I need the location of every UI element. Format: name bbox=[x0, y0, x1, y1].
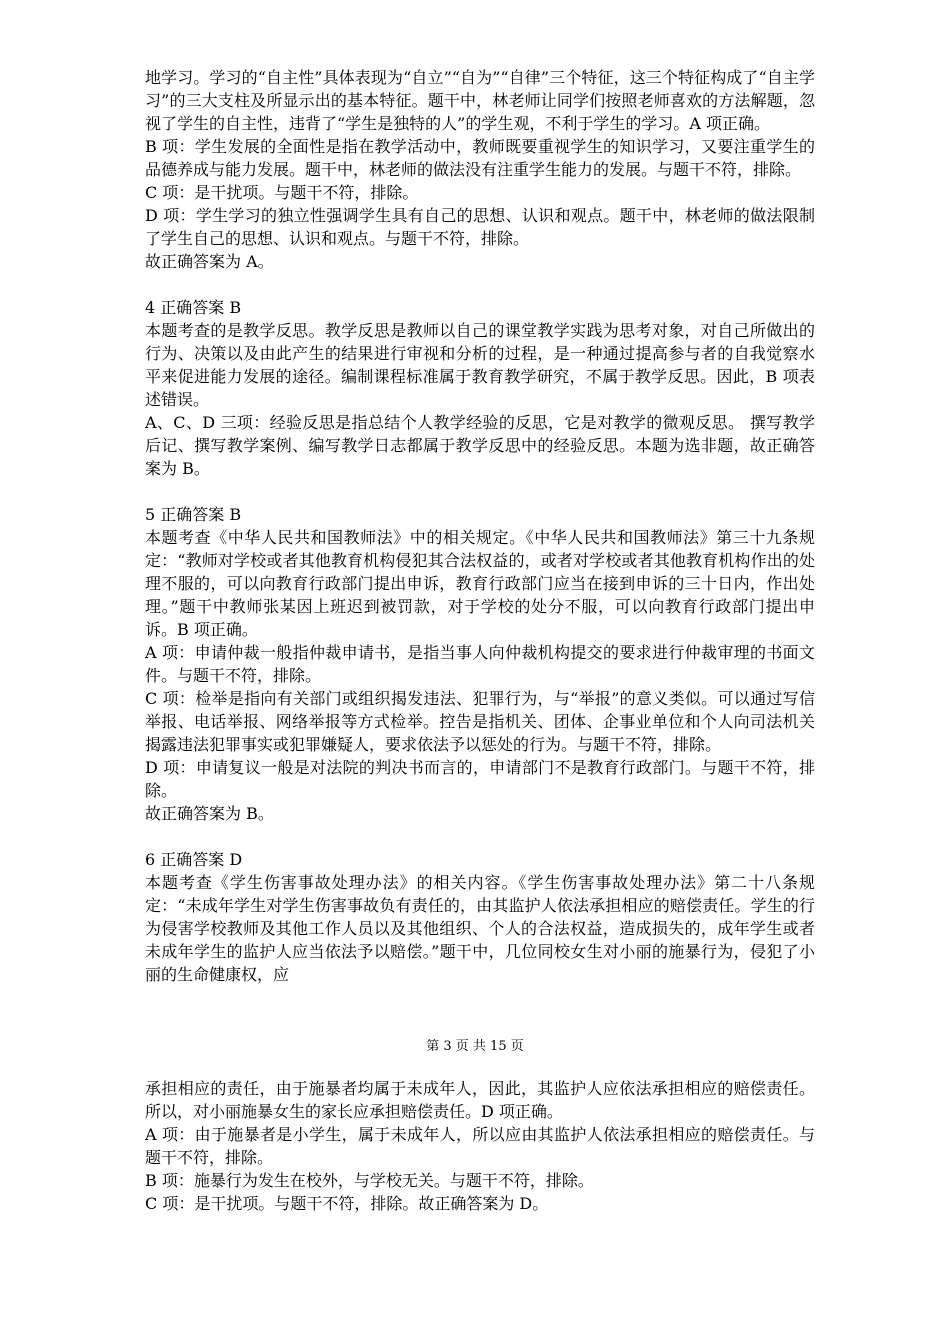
paragraph: C 项：是干扰项。与题干不符，排除。 bbox=[145, 183, 419, 202]
page-3-body bbox=[145, 66, 815, 986]
answer-heading: 5 正确答案 B bbox=[145, 505, 242, 524]
blank-line bbox=[145, 480, 815, 503]
paragraph: A 项：由于施暴者是小学生，属于未成年人，所以应由其监护人依法承担相应的赔偿责任。与题干不符，排除。 bbox=[145, 1125, 815, 1167]
paragraph: 本题考查《中华人民共和国教师法》中的相关规定。《中华人民共和国教师法》第三十九条规定：“教师对学校或者其他教育机构侵犯其合法权益的，或者对学校或者其他教育机构作出的处理不服的，可以向教育行政部门提出申诉，教育行政部门应当在接到申诉的三十日内，作出处理。”题干中教师张某因上班迟到被罚款，对于学校的处分不服，可以向教育行政部门提出申诉。B 项正确。 bbox=[145, 528, 815, 639]
page-4-body bbox=[145, 1077, 815, 1215]
blank-line bbox=[145, 825, 815, 848]
paragraph: B 项：施暴行为发生在校外，与学校无关。与题干不符，排除。 bbox=[145, 1171, 594, 1190]
paragraph: D 项：申请复议一般是对法院的判决书而言的，申请部门不是教育行政部门。与题干不符，排除。 bbox=[145, 758, 815, 800]
answer-heading: 4 正确答案 B bbox=[145, 298, 242, 317]
paragraph: C 项：检举是指向有关部门或组织揭发违法、犯罪行为，与“举报”的意义类似。可以通过写信举报、电话举报、网络举报等方式检举。控告是指机关、团体、企事业单位和个人向司法机关揭露违法犯罪事实或犯罪嫌疑人，要求依法予以惩处的行为。与题干不符，排除。 bbox=[145, 689, 815, 754]
paragraph: B 项：学生发展的全面性是指在教学活动中，教师既要重视学生的知识学习，又要注重学生的品德养成与能力发展。题干中，林老师的做法没有注重学生能力的发展。与题干不符，排除。 bbox=[145, 137, 815, 179]
paragraph: 本题考查的是教学反思。教学反思是教师以自己的课堂教学实践为思考对象，对自己所做出的行为、决策以及由此产生的结果进行审视和分析的过程，是一种通过提高参与者的自我觉察水平来促进能力发展的途径。编制课程标准属于教育教学研究，不属于教学反思。因此，B 项表述错误。 bbox=[145, 321, 815, 409]
paragraph: 地学习。学习的“自主性”具体表现为“自立”“自为”“自律”三个特征，这三个特征构成了“自主学习”的三大支柱及所显示出的基本特征。题干中，林老师让同学们按照老师喜欢的方法解题，忽视了学生的自主性，违背了“学生是独特的人”的学生观，不利于学生的学习。A 项正确。 bbox=[145, 68, 815, 133]
paragraph: 故正确答案为 B。 bbox=[145, 804, 274, 823]
page-footer: 第 3 页 共 15 页 bbox=[426, 1039, 524, 1054]
paragraph: C 项：是干扰项。与题干不符，排除。故正确答案为 D。 bbox=[145, 1194, 549, 1213]
paragraph: D 项：学生学习的独立性强调学生具有自己的思想、认识和观点。题干中，林老师的做法限制了学生自己的思想、认识和观点。与题干不符，排除。 bbox=[145, 206, 815, 248]
paragraph: A、C、D 三项：经验反思是指总结个人教学经验的反思，它是对教学的微观反思。 撰写教学后记、撰写教学案例、编写教学日志都属于教学反思中的经验反思。本题为选非题，故正确答案为 B。 bbox=[145, 413, 815, 478]
paragraph: 本题考查《学生伤害事故处理办法》的相关内容。《学生伤害事故处理办法》第二十八条规定：“未成年学生对学生伤害事故负有责任的，由其监护人依法承担相应的赔偿责任。学生的行为侵害学校教师及其他工作人员以及其他组织、个人的合法权益，造成损失的，成年学生或者未成年学生的监护人应当依法予以赔偿。”题干中，几位同校女生对小丽的施暴行为，侵犯了小丽的生命健康权，应 bbox=[145, 873, 815, 984]
paragraph: A 项：申请仲裁一般指仲裁申请书，是指当事人向仲裁机构提交的要求进行仲裁审理的书面文件。与题干不符，排除。 bbox=[145, 643, 815, 685]
answer-heading: 6 正确答案 D bbox=[145, 850, 243, 869]
paragraph: 承担相应的责任，由于施暴者均属于未成年人，因此，其监护人应依法承担相应的赔偿责任。所以，对小丽施暴女生的家长应承担赔偿责任。D 项正确。 bbox=[145, 1079, 815, 1121]
paragraph: 故正确答案为 A。 bbox=[145, 252, 274, 271]
blank-line bbox=[145, 273, 815, 296]
